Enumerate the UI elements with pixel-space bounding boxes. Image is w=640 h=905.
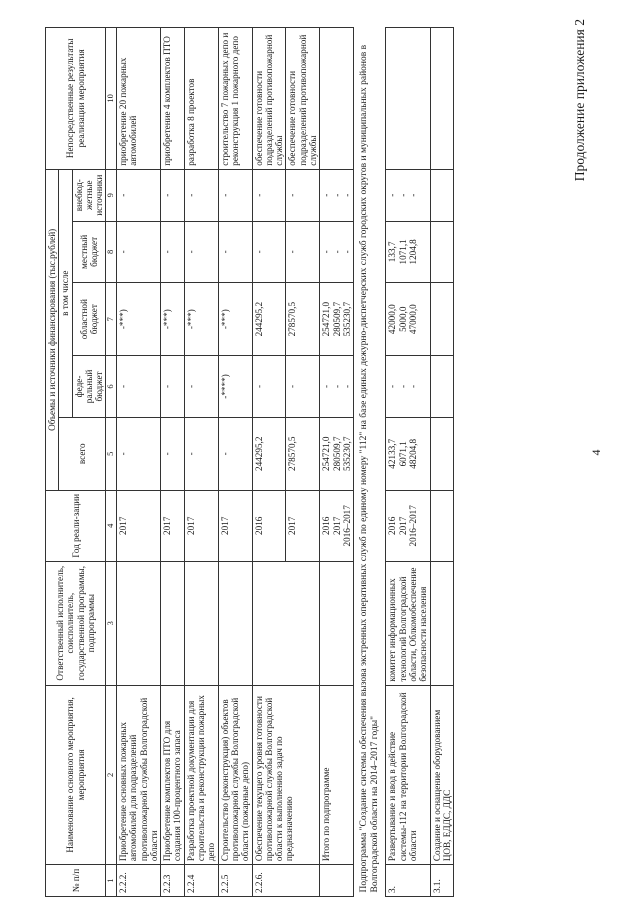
row-regional: -***) [218, 283, 252, 356]
col-number: 10 [106, 28, 117, 170]
col-number: 7 [106, 283, 117, 356]
header-including: в том числе [59, 169, 72, 417]
row-executor: комитет информационных технологий Волгоградской области, Облкомобеспечение безопасности населения [386, 561, 430, 685]
row-local: - [218, 221, 252, 282]
row-no: 2.2.4 [184, 865, 218, 897]
header-year: Год реали-зации [46, 490, 106, 561]
header-extrabudget: внебюд-жетные источники [72, 169, 106, 221]
row-result: разработка 8 проектов [184, 28, 218, 170]
table-row [386, 28, 430, 897]
row-result: строительство 7 пожарных депо и реконструкция 1 пожарного депо [218, 28, 252, 170]
row-year: 2016 2017 2016–2017 [386, 490, 430, 561]
col-number: 2 [106, 685, 117, 864]
row-regional: 278570,5 [286, 283, 320, 356]
header-total: всего [59, 417, 106, 490]
row-name: Приобретение основных пожарных автомобилей для подразделений противопожарной службы Волгоградской области [117, 685, 161, 864]
table-row [218, 28, 252, 897]
subtotal-extrabudget: - - - [320, 169, 354, 221]
row-local: - [252, 221, 286, 282]
header-regional: областной бюджет [72, 283, 106, 356]
col-number: 6 [106, 356, 117, 417]
row-total: - [218, 417, 252, 490]
empty-cell [320, 865, 354, 897]
row-regional: 42000,0 5000,0 47000,0 [386, 283, 430, 356]
row-executor [184, 561, 218, 685]
table-row [184, 28, 218, 897]
row-federal: - [184, 356, 218, 417]
row-local: - [286, 221, 320, 282]
header-row-1 [46, 28, 59, 897]
empty-cell [430, 417, 454, 490]
row-extrabudget: - [252, 169, 286, 221]
row-regional: -***) [161, 283, 185, 356]
header-no: № п/п [46, 865, 106, 897]
row-executor [161, 561, 185, 685]
row-no: 2.2.6. [252, 865, 320, 897]
row-extrabudget: - [218, 169, 252, 221]
header-result: Непосредственные результаты реализации мероприятия [46, 28, 106, 170]
row-extrabudget: - [117, 169, 161, 221]
subtotal-row [320, 28, 354, 897]
row-local: - [184, 221, 218, 282]
subprogram-row [354, 28, 386, 897]
row-federal: -****) [218, 356, 252, 417]
subtotal-years: 2016 2017 2016–2017 [320, 490, 354, 561]
row-year: 2017 [286, 490, 320, 561]
empty-cell [430, 221, 454, 282]
row-year: 2017 [218, 490, 252, 561]
row-federal: - [286, 356, 320, 417]
row-extrabudget: - - - [386, 169, 430, 221]
row-no: 3.1. [430, 865, 454, 897]
row-federal: - [117, 356, 161, 417]
row-name: Разработка проектной документации для строительства и реконструкции пожарных депо [184, 685, 218, 864]
empty-cell [320, 28, 354, 170]
row-regional: 244295,2 [252, 283, 286, 356]
row-executor [218, 561, 252, 685]
empty-cell [430, 28, 454, 170]
empty-cell [430, 283, 454, 356]
empty-cell [430, 169, 454, 221]
row-extrabudget: - [286, 169, 320, 221]
col-number: 5 [106, 417, 117, 490]
row-total: 42133,7 6071,1 48204,8 [386, 417, 430, 490]
row-name: Приобретение комплектов ПТО для создания 100-процентного запаса [161, 685, 185, 864]
subtotal-label: Итого по подпрограмме [320, 685, 354, 864]
header-executor: Ответственный исполнитель, соисполнитель, государственной программы, подпрограммы [46, 561, 106, 685]
header-local: местный бюджет [72, 221, 106, 282]
row-total: - [117, 417, 161, 490]
header-federal: феде-ральный бюджет [72, 356, 106, 417]
row-result [386, 28, 430, 170]
row-no: 2.2.5 [218, 865, 252, 897]
row-no: 3. [386, 865, 430, 897]
col-number: 9 [106, 169, 117, 221]
subtotal-local: - - - [320, 221, 354, 282]
table-row [161, 28, 185, 897]
table-row [430, 28, 454, 897]
row-name: Строительство (реконструкция) объектов противопожарной службы Волгоградской области (пожарные депо) [218, 685, 252, 864]
row-local: - [161, 221, 185, 282]
page-number: 4 [589, 449, 603, 456]
row-result: приобретение 20 пожарных автомобилей [117, 28, 161, 170]
empty-cell [430, 561, 454, 685]
row-total: - [184, 417, 218, 490]
col-number: 3 [106, 561, 117, 685]
row-total: - [161, 417, 185, 490]
row-result: обеспечение готовности подразделений противопожарной службы [286, 28, 320, 170]
row-total: 244295,2 [252, 417, 286, 490]
row-federal: - - - [386, 356, 430, 417]
row-year: 2016 [252, 490, 286, 561]
program-table [45, 27, 454, 897]
table-row [252, 28, 286, 897]
row-total: 278570,5 [286, 417, 320, 490]
row-name: Обеспечение текущего уровня готовности противопожарной службы Волгоградской области к выполнению задач по предназначению [252, 685, 320, 864]
column-number-row [106, 28, 117, 897]
row-regional: -***) [184, 283, 218, 356]
subtotal-regional: 254721,0 280509,7 535230,7 [320, 283, 354, 356]
col-number: 1 [106, 865, 117, 897]
row-result: обеспечение готовности подразделений противопожарной службы [252, 28, 286, 170]
row-year: 2017 [184, 490, 218, 561]
row-executor [252, 561, 320, 685]
row-no: 2.2.3 [161, 865, 185, 897]
row-extrabudget: - [184, 169, 218, 221]
row-regional: -***) [117, 283, 161, 356]
row-federal: - [161, 356, 185, 417]
table-row [117, 28, 161, 897]
row-year: 2017 [161, 490, 185, 561]
row-extrabudget: - [161, 169, 185, 221]
row-year: 2017 [117, 490, 161, 561]
subtotal-total: 254721,0 280509,7 535230,7 [320, 417, 354, 490]
row-no: 2.2.2. [117, 865, 161, 897]
header-funding: Объемы и источники финансирования (тыс.рублей) [46, 169, 59, 490]
row-federal: - [252, 356, 286, 417]
empty-cell [320, 561, 354, 685]
continuation-title: Продолжение приложения 2 [572, 19, 587, 182]
row-result: приобретение 4 комплектов ПТО [161, 28, 185, 170]
row-name: Развертывание и ввод в действие системы-112 на территории Волгоградской области [386, 685, 430, 864]
col-number: 4 [106, 490, 117, 561]
row-local: 133,7 1071,1 1204,8 [386, 221, 430, 282]
header-name: Наименование основного мероприятия, мероприятия [46, 685, 106, 864]
row-executor [117, 561, 161, 685]
subtotal-federal: - - - [320, 356, 354, 417]
subprogram-title: Подпрограмма "Создание системы обеспечения вызова экстренных оперативных служб по единому номеру "112" на базе единых дежурно-диспетчерских служб городских округов и муниципальных районов в Волгоградской области на 2014–2017 годы" [354, 28, 386, 897]
empty-cell [430, 356, 454, 417]
row-local: - [117, 221, 161, 282]
row-name: Создание и оснащение оборудованием ЦОВ, ЕДДС, ДДС [430, 685, 454, 864]
empty-cell [430, 490, 454, 561]
col-number: 8 [106, 221, 117, 282]
